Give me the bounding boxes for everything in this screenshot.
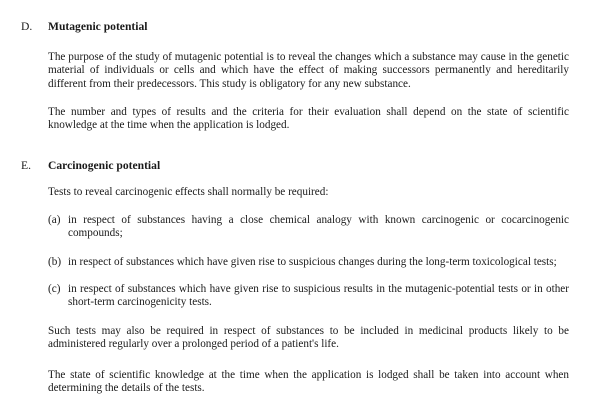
list-item-b [48, 256, 569, 269]
list-item-c [48, 283, 569, 310]
section-e-intro: Tests to reveal carcinogenic effects shall normally be required: [48, 186, 329, 198]
list-item-a-text: in respect of substances having a close chemical analogy with known carcinogenic or cocarcinogenic compounds; [68, 214, 569, 240]
list-item-c-label: (c) [48, 283, 61, 295]
list-item-b-label: (b) [48, 256, 62, 268]
section-e-paragraph-2: The state of scientific knowledge at the time when the application is lodged shall be taken into account when determining the details of the tests. [48, 369, 569, 395]
section-e-title: Carcinogenic potential [48, 159, 161, 172]
list-item-a [48, 214, 569, 241]
list-item-b-text: in respect of substances which have given rise to suspicious changes during the long-term toxicological tests; [68, 256, 557, 268]
section-e-letter: E. [21, 159, 31, 172]
list-item-c-text: in respect of substances which have given rise to suspicious results in the mutagenic-potential tests or in other short-term carcinogenicity tests. [68, 283, 569, 309]
section-d-letter: D. [21, 20, 33, 33]
section-d-paragraph-1: The purpose of the study of mutagenic potential is to reveal the changes which a substance may cause in the genetic material of individuals or cells and which have the effect of making successors permanently and hereditarily different from their predecessors. This study is obligatory for any new substance. [48, 51, 569, 90]
section-e-paragraph-1: Such tests may also be required in respect of substances to be included in medicinal products likely to be administered regularly over a prolonged period of a patient's life. [48, 325, 569, 351]
section-d-paragraph-2: The number and types of results and the criteria for their evaluation shall depend on the state of scientific knowledge at the time when the application is lodged. [48, 106, 569, 132]
list-item-a-label: (a) [48, 214, 61, 226]
section-d-title: Mutagenic potential [48, 20, 148, 33]
